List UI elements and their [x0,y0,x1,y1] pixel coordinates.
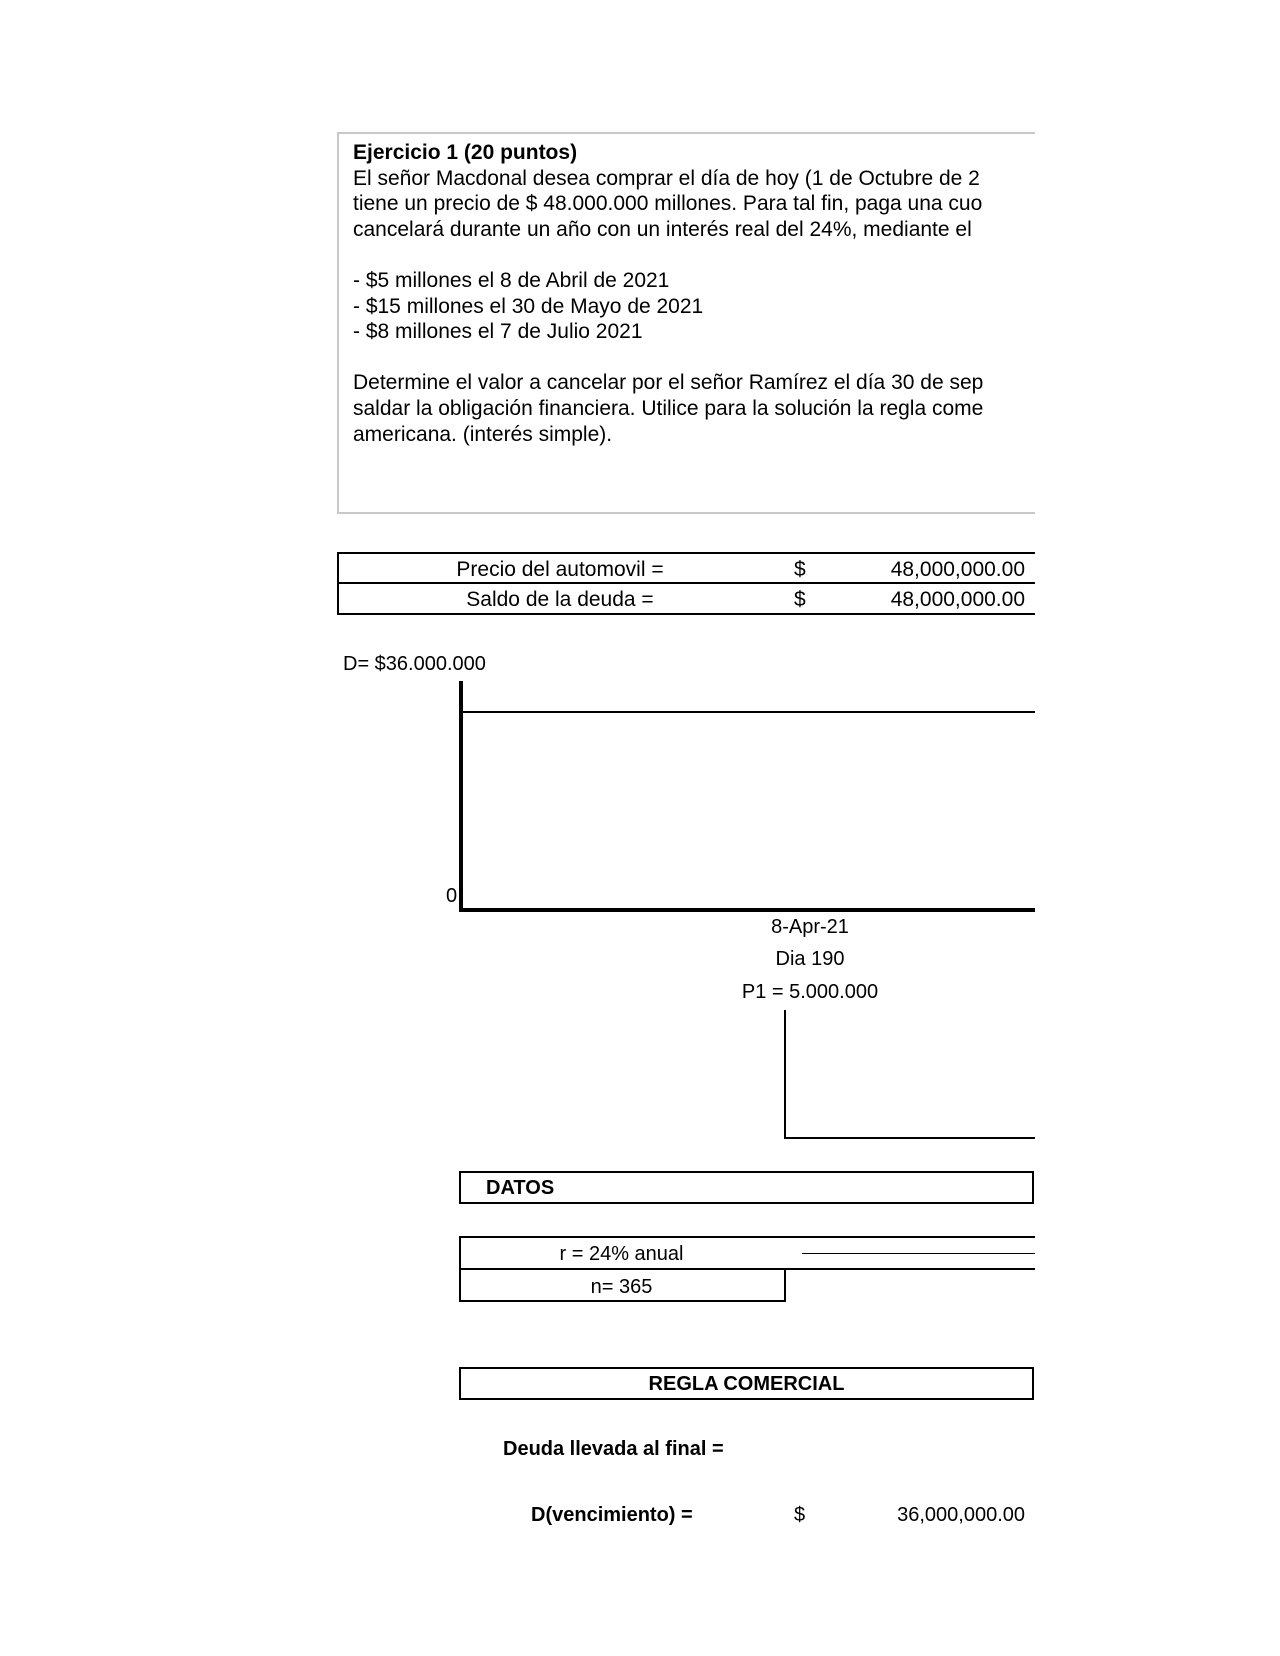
payment-day: Dia 190 [775,948,845,970]
summary-value: 48,000,000.00 [890,588,1025,611]
summary-label: Precio del automovil = [456,558,664,581]
vencimiento-currency: $ [794,1504,806,1526]
statement-line: El señor Macdonal desea comprar el día de hoy (1 de Octubre de 2 [353,166,980,190]
debt-line [461,711,1035,713]
payment-date: 8-Apr-21 [771,916,849,938]
debt-label: D= $36.000.000 [343,653,486,675]
payment-line: - $5 millones el 8 de Abril de 2021 [353,268,670,292]
payment-amount: P1 = 5.000.000 [741,981,879,1003]
timeline-horizontal-axis [459,908,1035,912]
question-line: saldar la obligación financiera. Utilice para la solución la regla come [353,396,984,420]
summary-value: 48,000,000.00 [890,558,1025,581]
datos-n: n= 365 [590,1276,653,1298]
datos-rate: r = 24% anual [559,1243,684,1265]
payment-line: - $8 millones el 7 de Julio 2021 [353,320,643,344]
question-line: Determine el valor a cancelar por el señor Ramírez el día 30 de sep [353,371,984,395]
regla-header: REGLA COMERCIAL [648,1373,845,1395]
timeline-vertical-axis [459,681,463,912]
vencimiento-value: 36,000,000.00 [897,1504,1025,1526]
problem-statement [353,140,1035,447]
deuda-llevada-label: Deuda llevada al final = [503,1438,724,1460]
origin-label: 0 [446,885,458,907]
exercise-title: Ejercicio 1 (20 puntos) [353,141,578,164]
payment-arrow-line [784,1010,786,1139]
statement-line: cancelará durante un año con un interés real del 24%, mediante el [353,217,972,241]
payment-base-line [784,1137,1035,1139]
payment-line: - $15 millones el 30 de Mayo de 2021 [353,294,704,318]
question-line: americana. (interés simple). [353,422,613,446]
vencimiento-label: D(vencimiento) = [531,1504,693,1526]
summary-label: Saldo de la deuda = [466,588,654,611]
statement-line: tiene un precio de $ 48.000.000 millones. Para tal fin, paga una cuo [353,192,983,216]
datos-header: DATOS [486,1177,555,1199]
summary-currency: $ [794,588,806,611]
summary-currency: $ [794,558,806,581]
